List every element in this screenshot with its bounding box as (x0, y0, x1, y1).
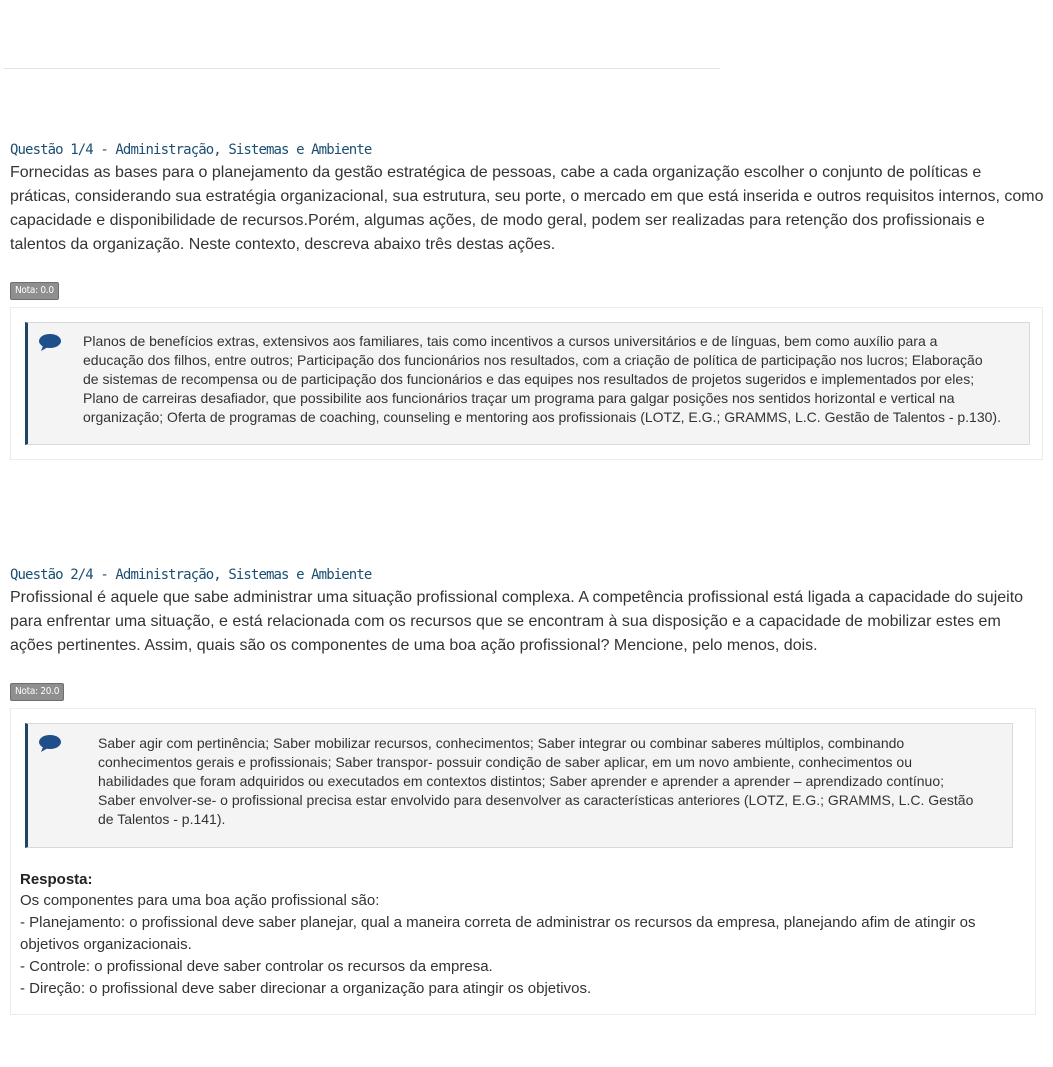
question-text: Profissional é aquele que sabe administrar uma situação profissional complexa. A competência profissional está ligada a capacidade do sujeito para enfrentar uma situação, e está relacionada com os recursos que se encontram à sua disposição e a capacidade de mobilizar estes em ações pertinentes. Assim, quais são os componentes de uma boa ação profissional? Mencione, pelo menos, dois. (10, 589, 1024, 654)
response-label: Resposta: (20, 871, 93, 888)
grade-badge: Nota: 0.0 (10, 282, 59, 300)
grade-badge: Nota: 20.0 (10, 683, 64, 701)
question-2 (10, 566, 1044, 1015)
response-line: - Planejamento: o profissional deve saber planejar, qual a maneira correta de administrar os recursos da empresa, planejando afim de atingir os objetivos organizacionais. (20, 914, 976, 953)
response-line: - Direção: o profissional deve saber direcionar a organização para atingir os objetivos. (20, 980, 592, 997)
question-1 (10, 141, 1044, 460)
feedback-text: Saber agir com pertinência; Saber mobilizar recursos, conhecimentos; Saber integrar ou combinar saberes múltiplos, combinando conhecimentos gerais e profissionais; Saber transpor- possuir condição de saber aplicar, em um novo ambiente, conhecimentos ou habilidades que foram adquiridos ou executados em contextos distintos; Saber aprender e aprender a aprender – aprendizado contínuo; Saber envolver-se- o profissional precisa estar envolvido para desenvolver as características anteriores (LOTZ, E.G.; GRAMMS, L.C. Gestão de Talentos - p.141). (98, 735, 974, 827)
response-line: - Controle: o profissional deve saber controlar os recursos da empresa. (20, 958, 493, 975)
response-section (20, 870, 1035, 1000)
feedback-box (25, 322, 1030, 445)
feedback-text: Planos de benefícios extras, extensivos aos familiares, tais como incentivos a cursos universitários e de línguas, bem como auxílio para a educação dos filhos, entre outros; Participação dos funcionários nos resultados, com a criação de política de participação nos lucros; Elaboração de sistemas de recompensa ou de participação dos funcionários e das equipes nos resultados de projetos sugeridos e implementados por eles; Plano de carreiras desafiador, que possibilite aos funcionários traçar um programa para galgar posições nos sentidos horizontal e vertical na organização; Oferta de programas de coaching, counseling e mentoring aos profissionais (LOTZ, E.G.; GRAMMS, L.C. Gestão de Talentos - p.130). (83, 333, 1001, 425)
question-title: Questão 2/4 - Administração, Sistemas e Ambiente (10, 567, 372, 583)
response-line: Os componentes para uma boa ação profissional são: (20, 892, 380, 909)
feedback-box (25, 723, 1013, 848)
top-divider (4, 68, 720, 69)
question-text: Fornecidas as bases para o planejamento da gestão estratégica de pessoas, cabe a cada organização escolher o conjunto de políticas e práticas, considerando sua estratégia organizacional, sua estrutura, seu porte, o mercado em que está inserida e outros requisitos internos, como capacidade e disponibilidade de recursos.Porém, algumas ações, de modo geral, podem ser realizadas para retenção dos profissionais e talentos da organização. Neste contexto, descreva abaixo três destas ações. (10, 164, 1044, 253)
speech-bubble-icon (38, 333, 62, 351)
question-title: Questão 1/4 - Administração, Sistemas e Ambiente (10, 142, 372, 158)
feedback-panel (10, 307, 1043, 460)
feedback-panel (10, 708, 1036, 1015)
speech-bubble-icon (38, 734, 62, 752)
